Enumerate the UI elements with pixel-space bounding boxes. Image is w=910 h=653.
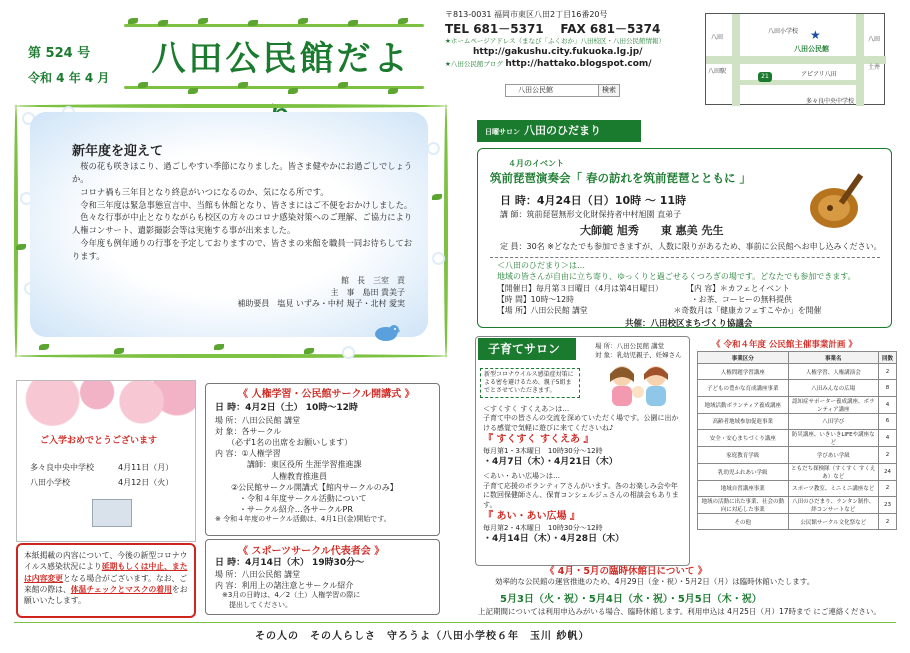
plan-title: 《 令和４年度 公民館主催事業計画 》 [712,340,857,350]
entrance-schedule [30,460,190,490]
plan-name: 八田学び [788,413,879,429]
entrance-title: ご入学おめでとうございます [40,436,158,446]
table-row [698,513,897,529]
table-row [698,430,897,447]
plan-count: 6 [879,413,897,429]
himawari-names: 大師範 旭秀 東 惠美 先生 [580,224,724,237]
holiday-line-3: 上記期間については利用申込みがいる場合、臨時休館します。利用申込は 4月25日（月）17時まで にご連絡ください。 [478,607,881,616]
kosodate-target: 対 象：乳幼児親子、妊婦さん [595,351,682,360]
map-label-kominkan: 八田公民館 [794,45,829,53]
himawari-head-small: 日曜サロン [485,128,520,136]
himawari-capacity: 定 員：30名 ※どなたでも参加できますが、人数に限りがあるため、事前に公民館へお申し込みください。 [500,242,882,251]
sign-staff: 補助要員 塩見 いずみ・中村 規子・北村 愛実 [237,299,405,309]
tel: TEL 681－5371 [445,21,544,36]
plan-category: その他 [698,513,789,529]
greeting-paragraph: コロナ禍も三年目となり終息がいつになるのか、気になる所です。 [80,186,329,197]
plan-name: 防災講座、いきいきLIFEや講座など [788,430,879,447]
map-route-21: 21 [758,72,772,82]
plan-col-count: 回数 [879,352,897,364]
plan-count: 2 [879,513,897,529]
plan-category: 地域自習講座事業 [698,480,789,496]
sukusuku-name: 『 すくすく すくえあ 』 [483,434,594,446]
ai-dates: ・4月14日（木）・4月28日（木） [483,534,625,545]
entrance-row [30,475,190,490]
himawari-detail-line: 【開催日】毎月第３日曜日（4月は第4日曜日） 【内 容】＊カフェとイベント [497,284,790,293]
location-map [705,13,885,105]
plan-category: 地域の活動に出た事業、社会の動向に対応した事業 [698,496,789,513]
school-name: 多々良中央中学校 [30,463,94,472]
kosodate-header: 子育てサロン [478,338,576,360]
contact-info [445,10,695,70]
sukusuku-time: 毎月第1・3木曜日 10時30分～12時 [483,446,603,455]
biwa-lute-icon [800,164,880,234]
himawari-detail-line: 【時 間】10時～12時 ・お茶、コーヒーの無料提供 [497,294,792,304]
kosodate-location: 場 所：八田公民館 講堂 [595,342,665,350]
plan-category: 高齢者地域参加促進事業 [698,413,789,429]
map-label-apiari: アピアリ八田 [801,71,837,78]
map-label-station: 八田駅 [708,68,727,75]
plan-count: 24 [879,463,897,480]
table-row [698,463,897,480]
table-row [698,364,897,380]
himawari-head-title: 八田のひだまり [524,124,601,137]
holiday-line-2: 5月3日（火・祝）・5月4日（水・祝）・5月5日（木・祝） [500,594,762,605]
greeting-paragraph: 今年度も例年通りの行事を予定しておりますので、皆さまの来館を職員一同お待ちしております。 [72,238,413,262]
covid-notice [16,543,196,618]
notice-highlight-2: 体温チェックとマスクの着用 [70,584,172,594]
sukusuku-desc: 子育て中の皆さんの交流を深めていただく場です。公園に出かける感覚で気軽に遊びに来てくださいね♪ [483,414,679,432]
blog-line [445,58,695,70]
footer-slogan: その人の その人らしさ 守ろうよ（八田小学校６年 玉川 紗帆） [255,631,590,642]
table-row [698,447,897,463]
plan-count: 4 [879,430,897,447]
greeting-paragraph: 色々な行事が中止となりながらも校区の方々のコロナ感染対策へのご理解、ご協力により人権コンサート、遺影撮影会等は実施する事が出来ました。 [72,212,413,236]
map-label-school: 八田小学校 [768,28,799,35]
mother-child-illustration [598,362,682,408]
circle-line: ・サークル紹介…各サークルPR [215,505,353,515]
himawari-details [497,284,887,317]
himawari-lecturer: 講 師：筑前琵琶無形文化財保持者中村旭園 直弟子 [500,210,682,219]
circle-opening-title: 《 人権学習・公民館サークル開講式 》 [238,389,415,400]
ai-time: 毎月第2・4木曜日 10時30分～12時 [483,523,603,532]
himawari-month: ４月のイベント [508,159,564,168]
plan-name: スポーツ教室、ミニミニ講座など [788,480,879,496]
blog-label: ★八田公民館ブログ [445,59,503,68]
map-label-hatta-1: 八田 [711,34,724,41]
plan-category: 乳幼児ふれあい学級 [698,463,789,480]
himawari-date: 日 時：4月24日（日）10時 ～ 11時 [500,194,687,207]
circle-line: 場 所：八田公民館 講堂 [215,415,301,425]
plan-name: 公民館サークル文化祭など [788,513,879,529]
notice-text-3: をお願いいたします。 [24,584,188,606]
sports-line: 内 容：利用上の諸注意とサークル紹介 [215,581,354,591]
tel-fax [445,21,695,37]
circle-line: ②公民館サークル開講式【館内サークルのみ】 [215,482,398,492]
plan-name: ともだち探検隊（すくすく すくえあ）など [788,463,879,480]
himawari-about-head: ＜八田のひだまり＞は… [497,261,585,270]
school-building-icon [92,499,132,527]
plan-name: 人権学習、人権講演会 [788,364,879,380]
himawari-event: 筑前琵琶演奏会「 春の訪れを筑前琵琶とともに 」 [490,171,752,185]
circle-line: （必ず1名の出席をお願いします） [215,437,353,447]
map-label-doi: 土井 [868,64,881,71]
footer-divider [14,622,896,623]
issue-info [28,42,120,86]
map-label-junior-high: 多々良中央中学校 [806,98,855,105]
school-date: 4月12日（火） [118,478,174,488]
circle-line: 対 象：各サークル [215,426,282,436]
himawari-detail-line: 【場 所】八田公民館 講堂 ＊奇数月は「健康カフェすこやか」を開催 [497,305,822,315]
table-row [698,496,897,513]
kosodate-place [595,342,682,360]
table-row [698,396,897,413]
issue-number: 第 524 号 [28,46,91,61]
circle-line: 日 時：4月2日（土） 10時～12時 [215,403,358,413]
holiday-line-1: 効率的な公民館の運営推進のため、4月29日（金・祝）・5月2日（月）は臨時休館いたします。 [495,577,815,586]
plan-category: 人権問題学習講座 [698,364,789,380]
plan-table [697,351,897,530]
greeting-body [72,160,417,263]
ai-name: 『 あい・あい広場 』 [483,511,580,523]
greeting-paragraph: 令和三年度は緊急事態宣言中、当館も休館となり、皆さまにはご不便をおかけしました。 [80,199,413,210]
plan-count: 2 [879,364,897,380]
sukusuku-head: ＜すくすく すくえあ＞は… [483,405,570,413]
issue-date: 令和 4 年 4 月 [28,71,110,85]
plan-count: 23 [879,496,897,513]
plan-name: 認知症サポーター養成講座、ボランティア講座 [788,396,879,413]
sports-line: 日 時：4月14日（木） 19時30分～ [215,558,365,568]
sports-meeting-body [215,557,437,611]
greeting-signature [185,275,405,310]
himawari-joint: 共催：八田校区まちづくり協議会 [625,319,753,329]
address: 〒813-0031 福岡市東区八田2丁目16番20号 [445,10,608,19]
circle-line: 講師：東区役所 生涯学習推進課 [215,460,362,470]
plan-category: 子どもの豊かな育成講座事業 [698,380,789,396]
notice-text-2: となる場合がございます。なお、ご来館の際は、 [24,573,188,594]
search-input[interactable]: 八田公民館 [505,84,610,97]
search-button[interactable]: 検索 [598,84,620,97]
circle-line: 内 容：①人権学習 [215,449,281,459]
circle-line: ※ 令和４年度のサークル活動は、4月1日(金)開始です。 [215,515,391,524]
plan-count: 2 [879,480,897,496]
hp-label: ★ホームページアドレス（まなび「ふくおか」八田校区・八田公民館情報） [445,36,666,45]
plan-name: 学びあい学級 [788,447,879,463]
himawari-header [477,120,641,142]
sign-director: 館 長 三室 貢 [341,276,405,285]
sports-meeting-title: 《 スポーツサークル代表者会 》 [238,546,385,557]
notice-highlight-1: 延期もしくは中止、または内容変更 [24,562,188,583]
holiday-title: 《 4月・5月の臨時休館日について 》 [545,566,708,577]
himawari-about: 地域の皆さんが自由に立ち寄り、ゆっくりと過ごせるくつろぎの場です。どなたでも参加できます。 [497,272,856,281]
blog-url[interactable]: http://hattako.blogspot.com/ [505,58,652,69]
sakura-decoration [17,381,195,426]
hp-url[interactable]: http://gakushu.city.fukuoka.lg.jp/ [473,46,643,57]
plan-category: 安全・安心まちづくり講座 [698,430,789,447]
school-name: 八田小学校 [30,478,70,488]
kosodate-covid-note: 新型コロナウイルス感染症対策による密を避けるため、親子5組までとさせていただきます。 [480,368,580,398]
kosodate-text [483,405,683,545]
circle-line: 人権教育推進員 [215,471,327,481]
plan-category: 地域活動ボランティア養成講座 [698,396,789,413]
sports-line: 場 所：八田公民館 講堂 [215,570,301,580]
plan-category: 家庭教育学級 [698,447,789,463]
table-row [698,413,897,429]
newsletter-title: 八田公民館だよ [151,39,411,79]
greeting-title: 新年度を迎えて [72,144,164,159]
sports-line: 提出してください。 [215,601,292,610]
himawari-divider [490,257,880,258]
plan-header-row [698,352,897,364]
plan-col-name: 事業名 [788,352,879,364]
bird-icon [372,322,400,342]
ai-head: ＜あい・あい広場＞は… [483,472,560,481]
plan-col-category: 事業区分 [698,352,789,364]
plan-name: 八田みんなの広場 [788,380,879,396]
sukusuku-dates: ・4月7日（木）・4月21日（木） [483,457,618,468]
entrance-row [30,460,190,475]
sign-secretary: 主 事 島田 貴美子 [330,287,405,297]
circle-opening-body [215,402,437,525]
school-date: 4月11日（月） [118,463,174,472]
fax: FAX 681－5374 [560,21,661,36]
plan-name: 八田のひだまり、ランタン制作、絆コンサートなど [788,496,879,513]
table-row [698,480,897,496]
table-row [698,380,897,396]
ai-desc: 子育て応援のボランティアさんがいます。各のお楽しみ会や年に数回保健師さん、保育コンシェルジュさんの相談会もあります。 [483,481,679,509]
plan-count: 2 [879,447,897,463]
greeting-paragraph: 桜の花も咲きほこり、過ごしやすい季節になりました。皆さま健やかにお過ごしでしょうか。 [72,161,413,184]
notice-text-1: 本紙掲載の内容について、今後の新型コロナウイルス感染状況により [24,551,188,572]
plan-count: 4 [879,396,897,413]
plan-count: 8 [879,380,897,396]
circle-line: ・令和４年度サークル活動について [215,493,367,503]
map-star-icon: ★ [810,28,821,42]
map-label-hatta-2: 八田 [868,36,881,43]
sports-line: ※3月の日時は、4／2（土）人権学習の際に [215,591,361,600]
